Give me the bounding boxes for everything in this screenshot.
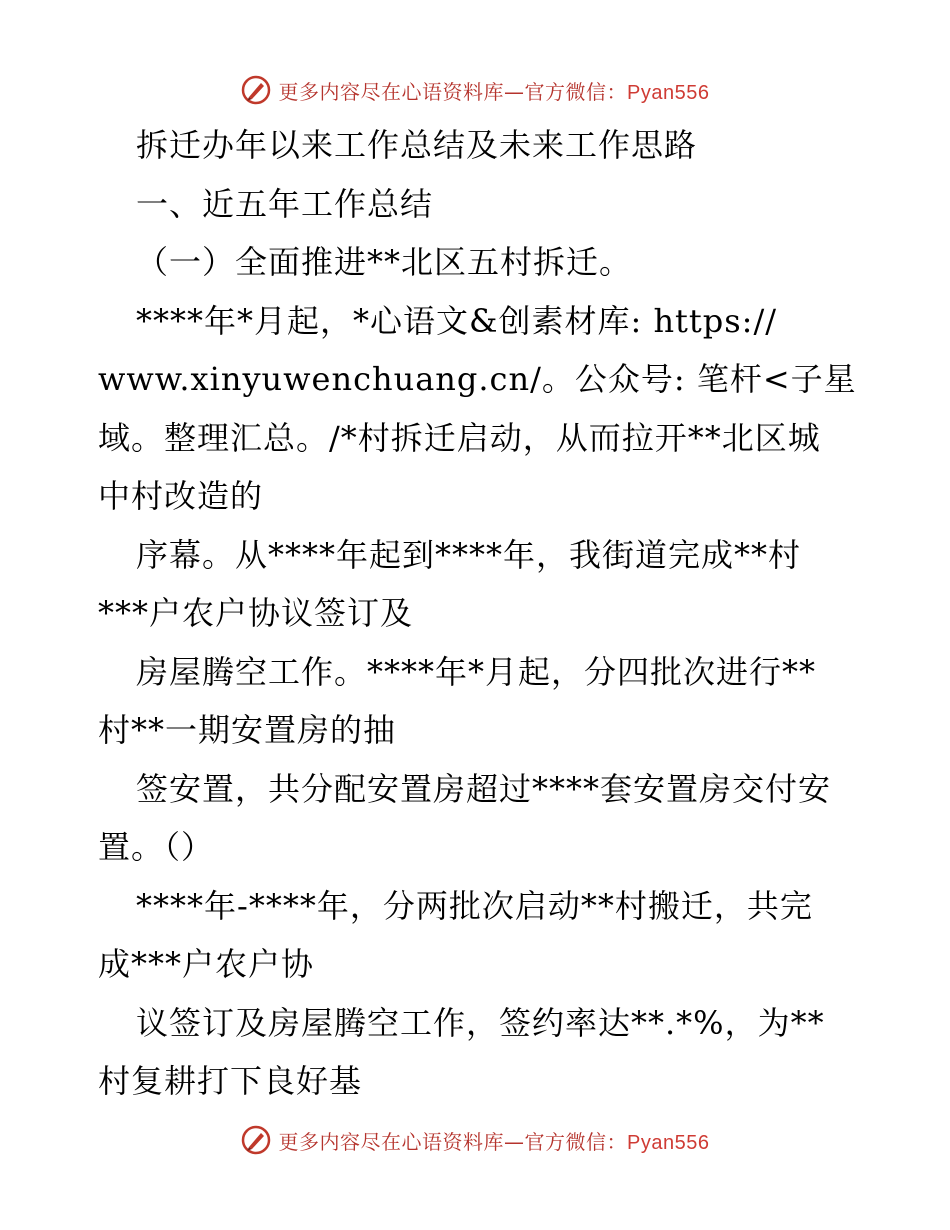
document-line: ***户农户协议签订及 — [98, 594, 414, 632]
watermark-label: 更多内容尽在心语资料库—官方微信： — [278, 79, 628, 104]
document-line: （一）全面推进**北区五村拆迁。 — [136, 243, 633, 281]
header-watermark — [0, 70, 950, 110]
document-line: 域。整理汇总。/*村拆迁启动，从而拉开**北区城 — [98, 418, 821, 457]
watermark-label: 更多内容尽在心语资料库—官方微信： — [278, 1129, 628, 1154]
watermark-text — [279, 1126, 710, 1155]
pen-logo-icon — [241, 75, 271, 105]
document-line: 置。（） — [98, 828, 215, 866]
pen-logo-icon — [241, 1125, 271, 1155]
document-line: ****年-****年，分两批次启动**村搬迁，共完 — [136, 886, 813, 925]
document-line: 签安置，共分配安置房超过****套安置房交付安 — [136, 769, 832, 808]
document-line: www.xinyuwenchuang.cn/。公众号: 笔杆<子星 — [98, 360, 857, 398]
document-body — [98, 116, 858, 1111]
document-line: 村复耕打下良好基 — [98, 1062, 363, 1100]
footer-watermark — [0, 1120, 950, 1160]
watermark-text — [279, 76, 710, 105]
watermark-wechat-id: Pyan556 — [627, 1131, 710, 1154]
document-line: 议签订及房屋腾空工作，签约率达**.*%，为** — [136, 1003, 825, 1042]
watermark-wechat-id: Pyan556 — [627, 81, 710, 104]
document-line: 序幕。从****年起到****年，我街道完成**村 — [136, 535, 802, 574]
document-line: 成***户农户协 — [98, 945, 315, 983]
document-line: 中村改造的 — [98, 477, 264, 515]
document-line: 村**一期安置房的抽 — [98, 711, 397, 749]
document-line: 房屋腾空工作。****年*月起，分四批次进行** — [136, 652, 817, 691]
document-line: 一、近五年工作总结 — [136, 184, 434, 223]
document-line: 拆迁办年以来工作总结及未来工作思路 — [136, 126, 698, 164]
document-line: ****年*月起，*心语文&创素材库: https:// — [136, 301, 778, 340]
